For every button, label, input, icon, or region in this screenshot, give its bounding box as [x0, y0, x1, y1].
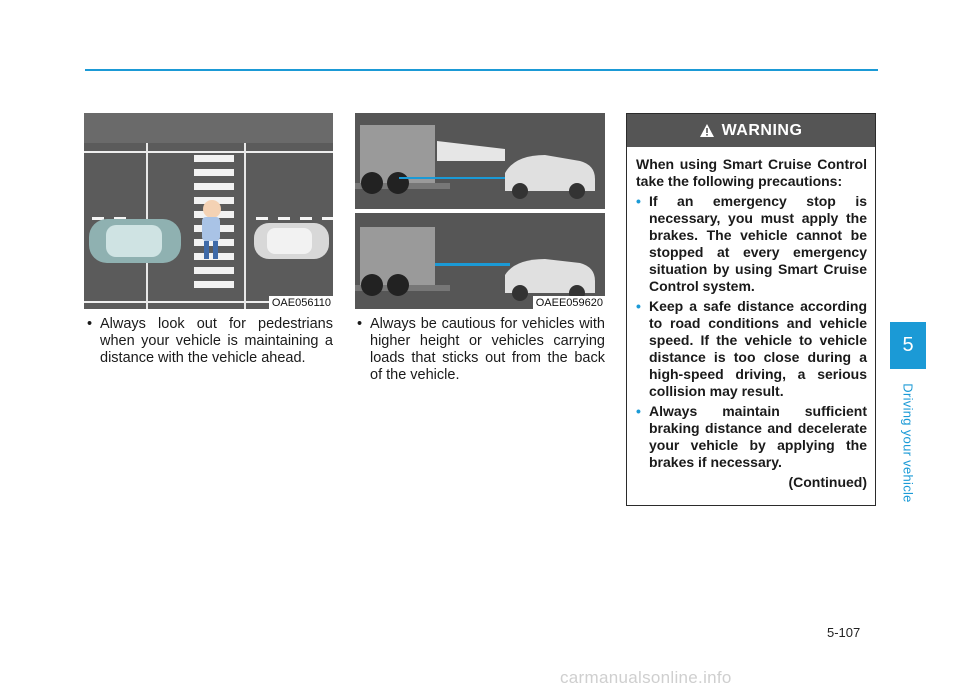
warning-item-text: Keep a safe distance according to road conditions and vehicle speed. If the vehicle to vehicle distance is too close during a high-speed driving, a serious collision may result.: [649, 298, 867, 399]
warning-bullet: •: [636, 298, 641, 314]
warning-intro: When using Smart Cruise Control take the following precautions:: [636, 156, 867, 189]
bullet-dot: •: [87, 316, 93, 332]
warning-box: [626, 113, 876, 506]
watermark: carmanualsonline.info: [560, 668, 732, 687]
warning-bullet: •: [636, 403, 641, 419]
warning-triangle-icon: [700, 124, 714, 137]
figure-code: OAE056110: [269, 296, 333, 309]
warning-item: [636, 193, 867, 295]
continued-label: (Continued): [788, 474, 867, 490]
chapter-title-text: Driving your vehicle: [900, 383, 916, 503]
truck-scene: [355, 113, 605, 309]
note-text: Always look out for pedestrians when your vehicle is maintaining a distance with the vehicle ahead.: [100, 316, 333, 366]
tall-vehicle-note: [355, 316, 605, 384]
warning-item: [636, 403, 867, 471]
figure-code: OAEE059620: [533, 296, 605, 309]
pedestrian-crossing-illustration: [84, 113, 333, 309]
header-rule: [85, 69, 878, 71]
crosswalk-scene: [84, 113, 333, 309]
warning-header: [627, 114, 875, 147]
page-number: 5-107: [827, 625, 861, 640]
pedestrian-note: [85, 316, 333, 367]
truck-load-illustration: [355, 113, 605, 309]
bullet-dot: •: [357, 316, 363, 332]
warning-title: WARNING: [721, 121, 803, 139]
warning-body: [627, 147, 875, 491]
warning-bullet: •: [636, 193, 641, 209]
warning-item-text: Always maintain sufficient braking distance and decelerate your vehicle by applying the brakes if necessary.: [649, 403, 867, 470]
note-text: Always be cautious for vehicles with higher height or vehicles carrying loads that sticks out from the back of the vehicle.: [370, 316, 605, 383]
warning-item: [636, 298, 867, 400]
chapter-title: [898, 383, 918, 503]
warning-item-text: If an emergency stop is necessary, you must apply the brakes. The vehicle cannot be stopped at every emergency situation by using Smart Cruise Control system.: [649, 193, 867, 294]
chapter-number-tab: 5: [890, 322, 926, 369]
